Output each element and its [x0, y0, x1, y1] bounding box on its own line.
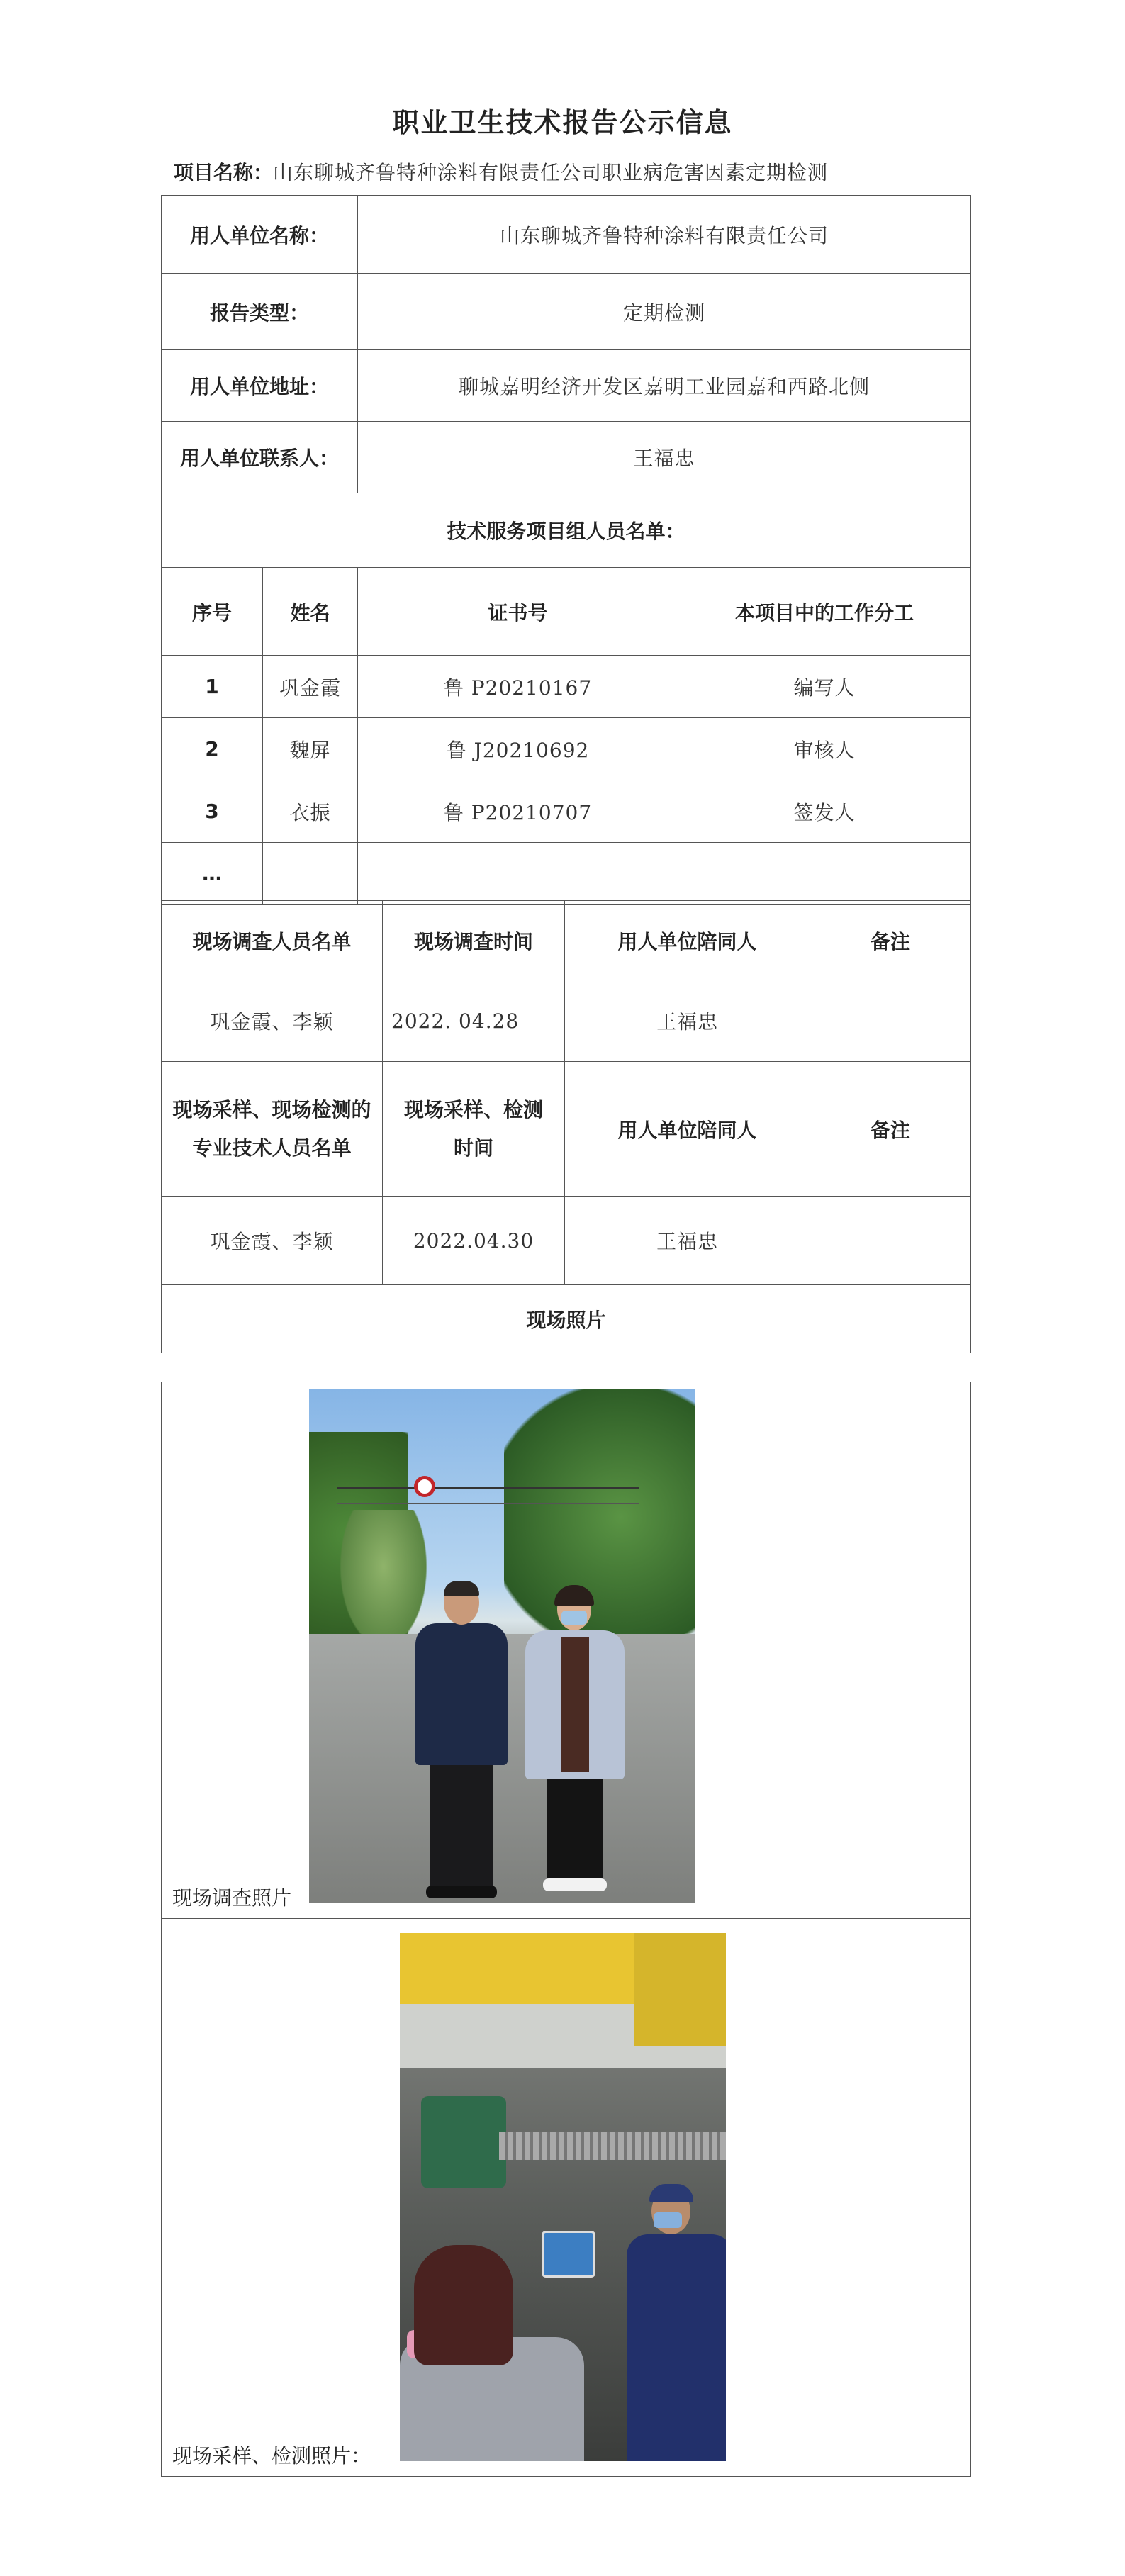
survey-col-escort: 用人单位陪同人 — [565, 901, 810, 980]
survey-escort: 王福忠 — [565, 980, 810, 1062]
sampling-col-people: 现场采样、现场检测的专业技术人员名单 — [162, 1062, 383, 1197]
sampling-photo-cell — [162, 1919, 971, 2477]
survey-col-time: 现场调查时间 — [383, 901, 565, 980]
detector-device-icon — [542, 2231, 595, 2278]
team-row-name: 魏屏 — [263, 718, 358, 780]
project-label: 项目名称： — [174, 161, 274, 184]
address-label: 用人单位地址： — [162, 350, 358, 422]
employer-label: 用人单位名称： — [162, 196, 358, 274]
team-row-role: 审核人 — [678, 718, 971, 780]
survey-people: 巩金霞、李颖 — [162, 980, 383, 1062]
contact-label: 用人单位联系人： — [162, 422, 358, 493]
team-row-cert: 鲁 P20210167 — [358, 656, 678, 718]
team-row-no: 1 — [162, 656, 263, 718]
team-row-cert: 鲁 P20210707 — [358, 780, 678, 843]
address-value: 聊城嘉明经济开发区嘉明工业园嘉和西路北侧 — [358, 350, 971, 422]
table-row — [162, 780, 971, 843]
photo-table — [161, 1382, 971, 2477]
sampling-people: 巩金霞、李颖 — [162, 1197, 383, 1285]
table-row — [162, 843, 971, 905]
team-heading: 技术服务项目组人员名单： — [162, 493, 971, 568]
contact-value: 王福忠 — [358, 422, 971, 493]
sampling-photo — [400, 1933, 726, 2461]
team-row-role: 签发人 — [678, 780, 971, 843]
info-table — [161, 195, 971, 905]
sampling-photo-label: 现场采样、检测照片： — [172, 2444, 371, 2468]
project-line — [174, 157, 828, 186]
team-row-no: 2 — [162, 718, 263, 780]
table-row — [162, 656, 971, 718]
team-col-role: 本项目中的工作分工 — [678, 568, 971, 656]
team-row-cert — [358, 843, 678, 905]
person-figure — [620, 2188, 726, 2461]
survey-photo-cell — [162, 1382, 971, 1919]
table-row — [162, 718, 971, 780]
team-col-name: 姓名 — [263, 568, 358, 656]
survey-photo — [309, 1389, 695, 1903]
team-row-name: 衣振 — [263, 780, 358, 843]
sampling-time: 2022.04.30 — [383, 1197, 565, 1285]
team-row-role: 编写人 — [678, 656, 971, 718]
sampling-col-note: 备注 — [810, 1062, 971, 1197]
team-row-role — [678, 843, 971, 905]
speed-limit-sign-icon — [414, 1476, 435, 1497]
person-figure — [522, 1588, 628, 1900]
survey-note — [810, 980, 971, 1062]
survey-table — [161, 900, 971, 1353]
person-figure — [408, 1581, 515, 1900]
project-value: 山东聊城齐鲁特种涂料有限责任公司职业病危害因素定期检测 — [273, 161, 829, 184]
sampling-escort: 王福忠 — [565, 1197, 810, 1285]
sampling-note — [810, 1197, 971, 1285]
team-row-no: 3 — [162, 780, 263, 843]
survey-col-note: 备注 — [810, 901, 971, 980]
report-type-value: 定期检测 — [358, 274, 971, 350]
survey-col-people: 现场调查人员名单 — [162, 901, 383, 980]
team-row-name: 巩金霞 — [263, 656, 358, 718]
page-title: 职业卫生技术报告公示信息 — [392, 107, 733, 138]
report-type-label: 报告类型： — [162, 274, 358, 350]
team-row-name — [263, 843, 358, 905]
team-row-cert: 鲁 J20210692 — [358, 718, 678, 780]
team-row-no: … — [162, 843, 263, 905]
employer-value: 山东聊城齐鲁特种涂料有限责任公司 — [358, 196, 971, 274]
sampling-col-time: 现场采样、检测时间 — [383, 1062, 565, 1197]
survey-photo-label: 现场调查照片 — [172, 1886, 292, 1910]
team-col-cert: 证书号 — [358, 568, 678, 656]
survey-time: 2022. 04.28 — [383, 980, 565, 1062]
photos-heading: 现场照片 — [162, 1285, 971, 1353]
table-row — [162, 980, 971, 1062]
sampling-col-escort: 用人单位陪同人 — [565, 1062, 810, 1197]
team-col-no: 序号 — [162, 568, 263, 656]
table-row — [162, 1197, 971, 1285]
